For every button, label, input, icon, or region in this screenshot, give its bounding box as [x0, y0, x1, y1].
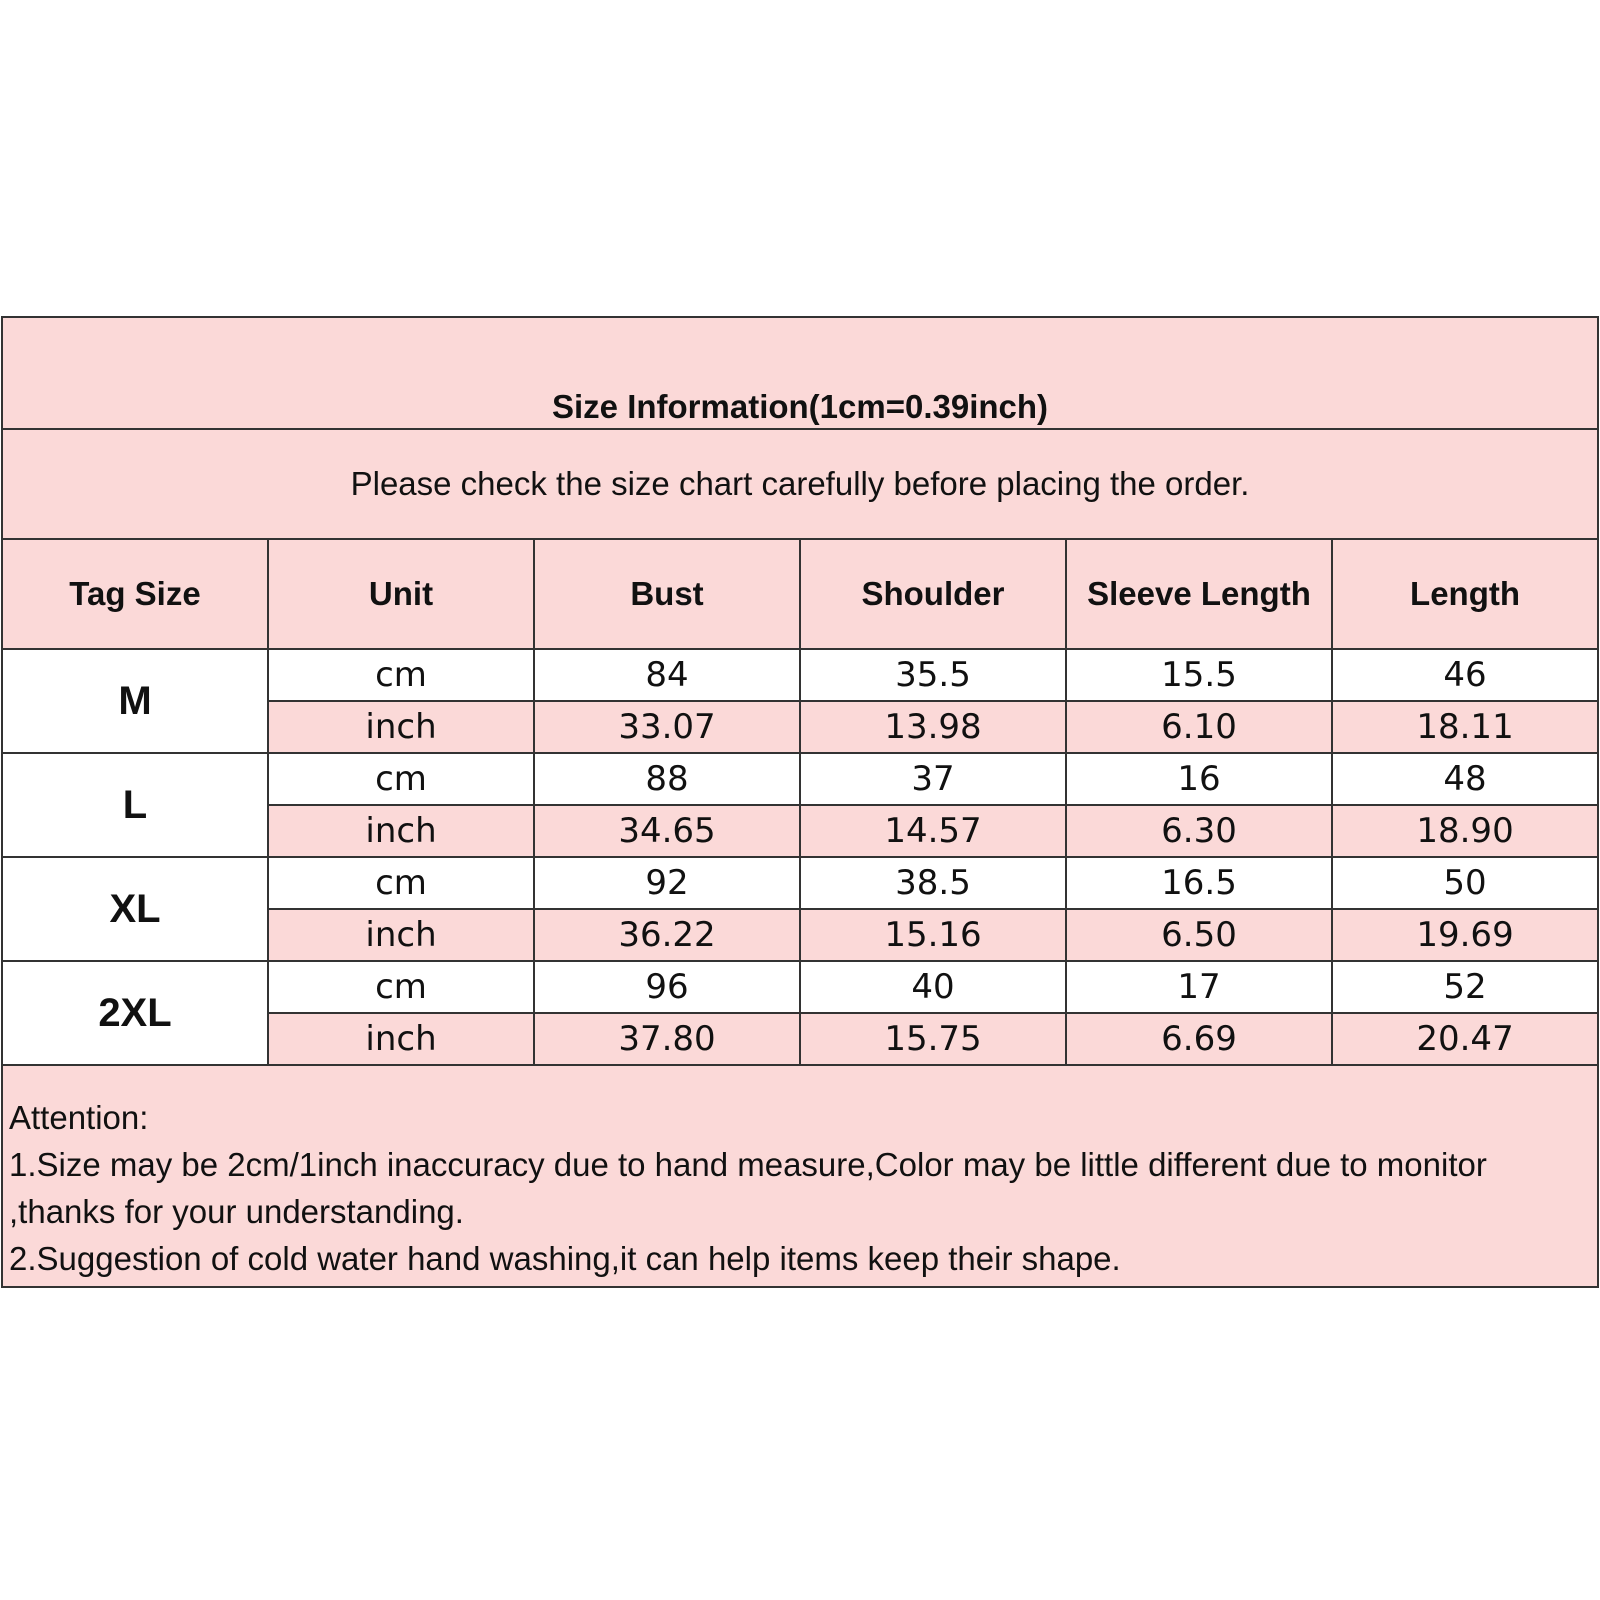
- header-shoulder: Shoulder: [800, 539, 1066, 649]
- length-cell: 46: [1332, 649, 1598, 701]
- sleeve-length-cell: 6.69: [1066, 1013, 1332, 1065]
- unit-cell: cm: [268, 753, 534, 805]
- table-row: [2, 753, 1598, 805]
- length-cell: 20.47: [1332, 1013, 1598, 1065]
- unit-cell: inch: [268, 701, 534, 753]
- subtitle-row: [2, 429, 1598, 539]
- header-bust: Bust: [534, 539, 800, 649]
- shoulder-cell: 15.16: [800, 909, 1066, 961]
- table-row: [2, 961, 1598, 1013]
- unit-cell: inch: [268, 805, 534, 857]
- bust-cell: 84: [534, 649, 800, 701]
- sleeve-length-cell: 16: [1066, 753, 1332, 805]
- header-unit: Unit: [268, 539, 534, 649]
- sleeve-length-cell: 6.50: [1066, 909, 1332, 961]
- header-row: [2, 539, 1598, 649]
- table-row: [2, 857, 1598, 909]
- sleeve-length-cell: 17: [1066, 961, 1332, 1013]
- shoulder-cell: 35.5: [800, 649, 1066, 701]
- shoulder-cell: 13.98: [800, 701, 1066, 753]
- shoulder-cell: 38.5: [800, 857, 1066, 909]
- bust-cell: 34.65: [534, 805, 800, 857]
- header-sleeve-length: Sleeve Length: [1066, 539, 1332, 649]
- attention-notes: [2, 1065, 1598, 1287]
- title-row: [2, 317, 1598, 429]
- chart-subtitle: Please check the size chart carefully before placing the order.: [2, 429, 1598, 539]
- attention-heading: Attention:: [9, 1099, 149, 1136]
- tag-size-cell: XL: [2, 857, 268, 961]
- tag-size-cell: 2XL: [2, 961, 268, 1065]
- shoulder-cell: 40: [800, 961, 1066, 1013]
- length-cell: 18.11: [1332, 701, 1598, 753]
- attention-note-2: 2.Suggestion of cold water hand washing,it can help items keep their shape.: [9, 1240, 1121, 1277]
- bust-cell: 96: [534, 961, 800, 1013]
- shoulder-cell: 14.57: [800, 805, 1066, 857]
- length-cell: 19.69: [1332, 909, 1598, 961]
- header-length: Length: [1332, 539, 1598, 649]
- table-row: [2, 649, 1598, 701]
- length-cell: 50: [1332, 857, 1598, 909]
- bust-cell: 92: [534, 857, 800, 909]
- tag-size-cell: M: [2, 649, 268, 753]
- unit-cell: inch: [268, 1013, 534, 1065]
- length-cell: 52: [1332, 961, 1598, 1013]
- notes-row: [2, 1065, 1598, 1287]
- bust-cell: 88: [534, 753, 800, 805]
- chart-title: Size Information(1cm=0.39inch): [2, 317, 1598, 429]
- bust-cell: 37.80: [534, 1013, 800, 1065]
- size-chart-table: [1, 316, 1599, 1288]
- shoulder-cell: 37: [800, 753, 1066, 805]
- shoulder-cell: 15.75: [800, 1013, 1066, 1065]
- unit-cell: cm: [268, 649, 534, 701]
- tag-size-cell: L: [2, 753, 268, 857]
- unit-cell: cm: [268, 857, 534, 909]
- length-cell: 48: [1332, 753, 1598, 805]
- sleeve-length-cell: 16.5: [1066, 857, 1332, 909]
- sleeve-length-cell: 15.5: [1066, 649, 1332, 701]
- length-cell: 18.90: [1332, 805, 1598, 857]
- attention-note-1: 1.Size may be 2cm/1inch inaccuracy due to hand measure,Color may be little different due to monitor ,thanks for your understanding.: [9, 1146, 1487, 1230]
- bust-cell: 36.22: [534, 909, 800, 961]
- sleeve-length-cell: 6.30: [1066, 805, 1332, 857]
- unit-cell: cm: [268, 961, 534, 1013]
- bust-cell: 33.07: [534, 701, 800, 753]
- sleeve-length-cell: 6.10: [1066, 701, 1332, 753]
- header-tag-size: Tag Size: [2, 539, 268, 649]
- unit-cell: inch: [268, 909, 534, 961]
